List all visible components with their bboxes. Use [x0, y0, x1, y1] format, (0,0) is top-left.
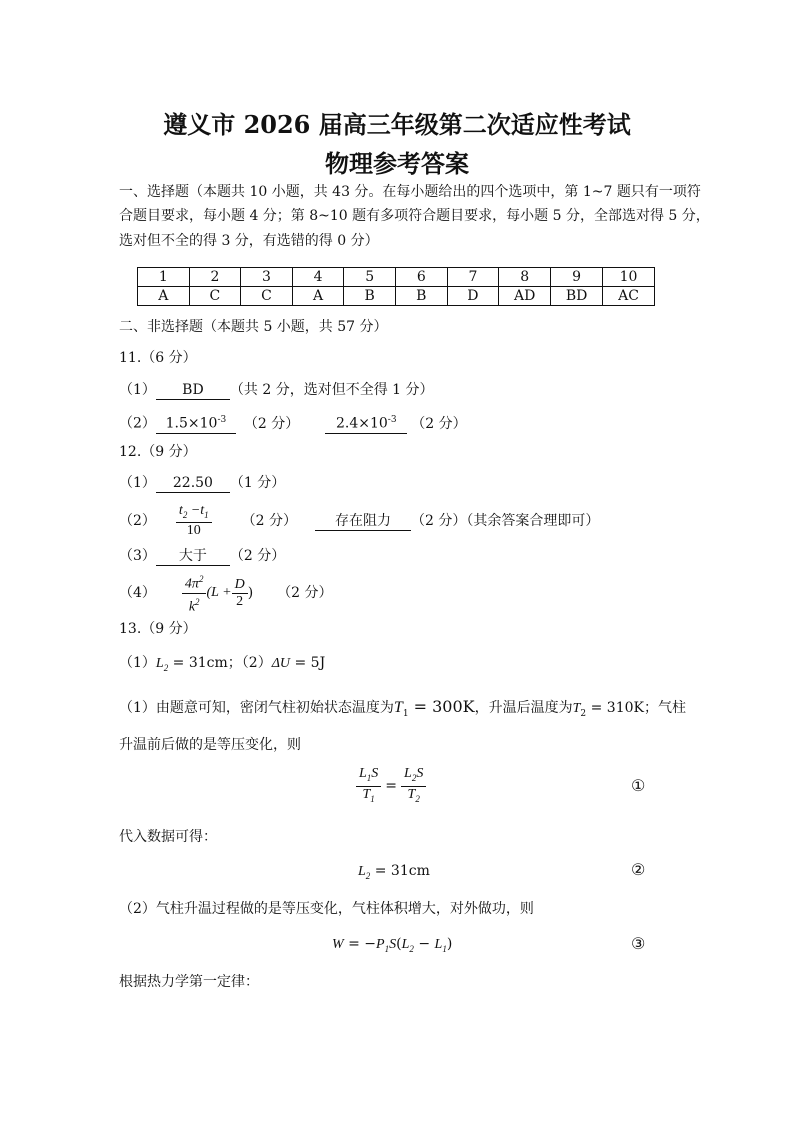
q11-p2-note-a: （2 分） — [243, 415, 300, 432]
section2-heading: 二、非选择题（本题共 5 小题，共 57 分） — [119, 319, 388, 335]
var-T: T — [572, 701, 581, 716]
q11-p1-answer: BD — [156, 381, 230, 400]
q11-part2 — [119, 411, 467, 434]
text: （1）由题意可知，密闭气柱初始状态温度为 — [119, 700, 394, 716]
q12-p2-note-b: （2 分）（其余答案合理即可） — [411, 513, 600, 529]
equation-marker-1: ① — [631, 776, 646, 795]
value: = 31cm — [168, 655, 228, 671]
q12-p3-answer: 大于 — [156, 547, 230, 566]
section1-line3: 选对但不全的得 3 分，有选错的得 0 分） — [119, 233, 379, 249]
table-cell: 10 — [603, 268, 655, 287]
table-cell: 7 — [447, 268, 499, 287]
part-label: （1） — [119, 655, 156, 671]
table-cell: AD — [499, 287, 551, 306]
q13-equation-3 — [332, 934, 452, 959]
q12-p2-fraction — [176, 503, 212, 540]
fraction-denominator — [405, 787, 423, 807]
table-cell: B — [396, 287, 448, 306]
var-S: S — [371, 765, 379, 781]
q12-part4 — [119, 573, 333, 613]
var-t: t — [200, 502, 205, 518]
q12-p4-note: （2 分） — [277, 585, 333, 601]
answer-table — [137, 267, 655, 306]
q12-p3-note: （2 分） — [229, 548, 286, 564]
equals-sign: = − — [343, 936, 377, 952]
minus-sign: − — [413, 936, 435, 952]
table-cell: 1 — [138, 268, 190, 287]
q12-p1-note: （1 分） — [229, 475, 286, 491]
q11-p1-note: （共 2 分，选对但不全得 1 分） — [229, 382, 434, 398]
table-cell: AC — [603, 287, 655, 306]
q12-p4-inner-fraction — [232, 577, 248, 610]
table-cell: 4 — [292, 268, 344, 287]
q12-p4-paren-open: (L + — [206, 585, 232, 600]
var-L: L — [404, 765, 412, 781]
q13-law-text: 根据热力学第一定律： — [119, 974, 259, 990]
q11-header: 11.（6 分） — [119, 350, 197, 366]
var-P: P — [376, 937, 385, 952]
answer-exponent: -3 — [217, 415, 227, 425]
q12-p4-fraction — [182, 571, 207, 615]
var-T: T — [393, 699, 403, 716]
part-label: （1） — [119, 475, 156, 491]
q13-equation-2 — [358, 861, 430, 886]
q12-p4-paren-close: ) — [247, 585, 254, 601]
table-cell: 5 — [344, 268, 396, 287]
subscript: 2 — [163, 662, 169, 673]
table-cell: A — [292, 287, 344, 306]
q13-equation-1 — [356, 765, 426, 807]
section1-line1: 一、选择题（本题共 10 小题，共 43 分。在每小题给出的四个选项中，第 1~7 题只有一项符 — [119, 184, 701, 200]
var-t: t — [178, 502, 183, 518]
page-title: 遵义市 2026 届高三年级第二次适应性考试 — [163, 110, 631, 139]
answer-table-number-row — [138, 268, 655, 287]
fraction-numerator — [182, 571, 207, 594]
part-label: （3） — [119, 548, 156, 564]
separator: ；（2） — [227, 655, 272, 671]
fraction-numerator: D — [232, 577, 248, 594]
section1-line2: 合题目要求，每小题 4 分；第 8~10 题有多项符合题目要求，每小题 5 分，全部选对得 5 分， — [119, 208, 710, 224]
answer-base: 2.4×10 — [335, 415, 388, 432]
part-label: （1） — [119, 382, 156, 398]
subscript: 1 — [442, 943, 447, 954]
fraction-denominator — [360, 787, 378, 807]
paren: ( — [396, 936, 402, 952]
var-T: T — [362, 786, 371, 802]
table-cell: C — [241, 287, 293, 306]
fraction-numerator — [401, 766, 426, 787]
value: = 31cm — [370, 863, 430, 879]
var-L: L — [358, 864, 366, 879]
var-dU: ΔU — [271, 656, 291, 671]
q11-p2-note-b: （2 分） — [411, 415, 467, 432]
subscript: 2 — [409, 943, 414, 954]
part-label: （2） — [119, 415, 156, 432]
var-S: S — [416, 765, 424, 781]
q13-expl-line2: 升温前后做的是等压变化，则 — [119, 737, 301, 753]
q11-p2-answer-b — [325, 411, 407, 434]
subscript: 2 — [365, 870, 371, 881]
table-cell: 9 — [551, 268, 603, 287]
minus-sign: − — [187, 502, 201, 518]
var-L: L — [359, 765, 367, 781]
subscript: 2 — [415, 793, 420, 804]
q12-p2-note-a: （2 分） — [241, 513, 298, 529]
q13-summary — [119, 653, 325, 678]
answer-table-answer-row — [138, 287, 655, 306]
subscript: 1 — [366, 772, 372, 783]
var-L: L — [434, 937, 443, 952]
q12-header: 12.（9 分） — [119, 444, 197, 460]
table-cell: 3 — [241, 268, 293, 287]
q12-part1 — [119, 473, 285, 493]
text: ，升温后温度为 — [474, 700, 573, 716]
equation-marker-2: ② — [631, 860, 646, 879]
fraction-numerator — [356, 766, 381, 787]
var-L: L — [155, 656, 164, 671]
q12-p2-answer-b: 存在阻力 — [315, 512, 411, 531]
superscript: 2 — [198, 573, 204, 584]
page-subtitle: 物理参考答案 — [325, 149, 469, 178]
numerator-text: 4π — [184, 576, 199, 592]
part-label: （2） — [119, 513, 156, 529]
subscript: 1 — [402, 708, 409, 719]
part-label: （4） — [119, 585, 156, 601]
paren: ) — [446, 936, 453, 952]
var-k: k — [188, 599, 196, 615]
q11-part1 — [119, 380, 434, 400]
fraction-denominator: 10 — [186, 523, 201, 539]
q12-p1-answer: 22.50 — [156, 474, 230, 493]
subscript: 1 — [370, 793, 375, 804]
equation-marker-3: ③ — [631, 934, 646, 953]
subscript: 2 — [411, 772, 417, 783]
var-T: T — [407, 786, 416, 802]
fraction-denominator: 2 — [236, 593, 244, 609]
text: ；气柱 — [643, 700, 686, 716]
table-cell: C — [189, 287, 241, 306]
table-cell: 6 — [396, 268, 448, 287]
table-cell: B — [344, 287, 396, 306]
var-L: L — [401, 937, 410, 952]
table-cell: A — [138, 287, 190, 306]
value: = 300K — [408, 697, 475, 716]
table-cell: D — [447, 287, 499, 306]
var-S: S — [389, 937, 397, 952]
answer-exponent: -3 — [387, 415, 397, 425]
var-W: W — [332, 937, 344, 952]
q12-part3 — [119, 546, 285, 566]
superscript: 2 — [195, 596, 200, 607]
fraction-numerator — [176, 503, 212, 524]
table-cell: 8 — [499, 268, 551, 287]
value: = 310K — [586, 700, 644, 716]
subscript: 2 — [182, 509, 188, 520]
table-cell: 2 — [189, 268, 241, 287]
subscript: 1 — [204, 509, 209, 520]
value: = 5J — [290, 655, 326, 671]
fraction-denominator — [186, 594, 203, 616]
table-cell: BD — [551, 287, 603, 306]
subscript: 2 — [580, 708, 587, 719]
q12-part2 — [119, 503, 599, 539]
q11-p2-answer-a — [156, 411, 236, 434]
equals-sign: = — [385, 778, 398, 794]
fraction-left — [356, 766, 381, 807]
answer-base: 1.5×10 — [165, 415, 218, 432]
q13-part2-text: （2）气柱升温过程做的是等压变化，气柱体积增大，对外做功，则 — [119, 901, 534, 917]
subscript: 1 — [384, 943, 390, 954]
q13-header: 13.（9 分） — [119, 621, 197, 637]
q13-expl-line1 — [119, 697, 686, 724]
q13-substitution-text: 代入数据可得： — [119, 829, 217, 845]
fraction-right — [401, 766, 426, 807]
